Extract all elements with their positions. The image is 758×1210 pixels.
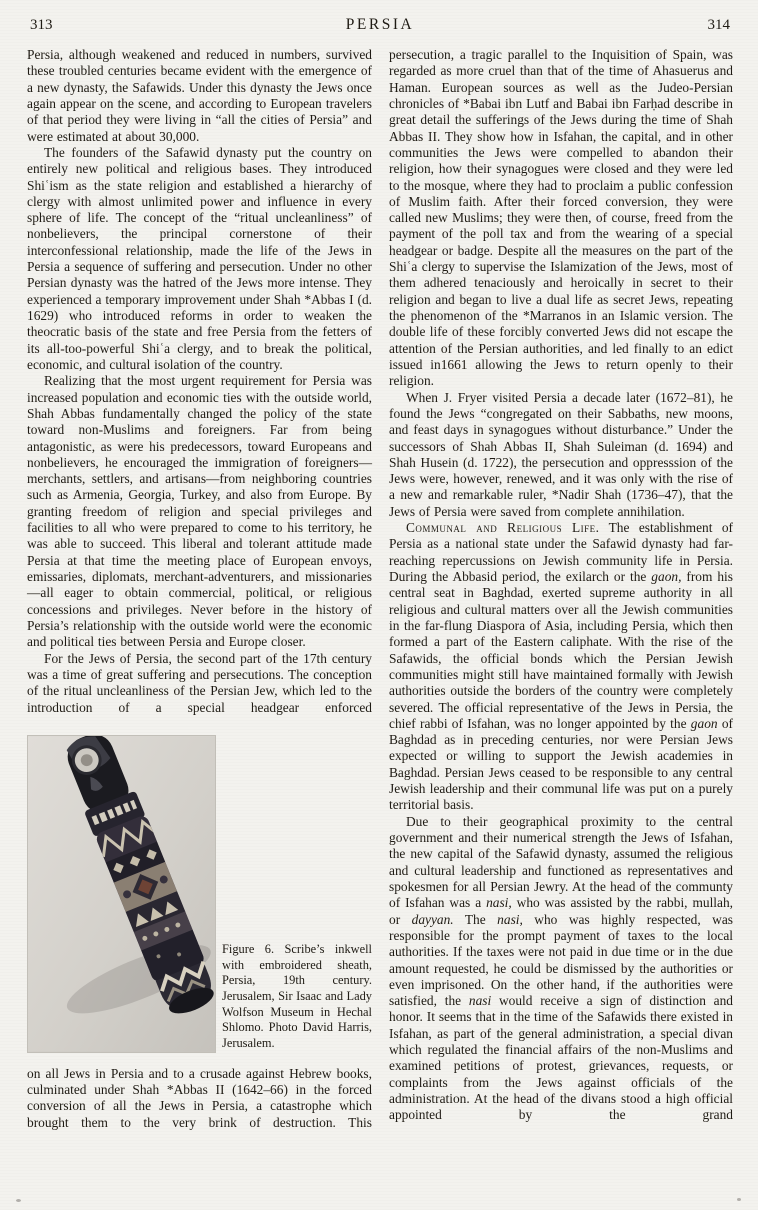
text-run: who was highly respected, was responsible for the prompt payment of taxes to the local authorities. If the taxes were not paid in due time or in the due amount requested, he could be dismissed by the authorities or even imprisoned. On the other hand, if the authorities were satisfied, the <box>389 911 733 1009</box>
paragraph: on all Jews in Persia and to a crusade against Hebrew books, culminated under Shah *Abbas II (1642–66) in the forced conversion of all the Jews in Persia, a catastrophe which brought them to the very brink of destruction. This <box>27 1065 372 1130</box>
text-run: nasi, <box>497 911 523 927</box>
figure-caption: Figure 6. Scribe’s inkwell with embroidered sheath, Persia, 19th century. Jerusalem, Sir Isaac and Lady Wolfson Museum in Hechal Shlomo. Photo David Harris, Jerusalem. <box>222 941 372 1051</box>
figure <box>27 735 372 1053</box>
text-run: nasi <box>468 993 492 1009</box>
page-number-right: 314 <box>707 17 730 33</box>
text-run: Communal and Religious Life. <box>406 520 600 536</box>
scribes-inkwell-photo <box>27 735 216 1053</box>
two-column-layout <box>27 47 733 1131</box>
paragraph: The founders of the Safawid dynasty put the country on entirely new political and religious bases. They introduced Shiʿism as the state religion and established a hierarchy of clergy with almost unlimited power and influence in every sphere of life. The concept of the “ritual uncleanliness” of nonbelievers, the principal cornerstone of their interconfessional relationship, made the life of the Jews in Persia a sequence of suffering and persecution. Under no other Persian dynasty was the hatred of the Jews more intense. They experienced a temporary improvement under Shah *Abbas I (d. 1629) who introduced reforms in order to weaken the theocratic basis of the state and free Persia from the fetters of its all-too-powerful Shiʿa clergy, and to break the political, economic, and cultural isolation of the country. <box>27 144 372 372</box>
text-run: from his central seat in Baghdad, exerted supreme authority in all religious and cultural matters over all the Jewish communities in the far-flung Diaspora of Asia, including Persia, which then formed a part of the Eastern caliphate. With the rise of the Safawids, the official bonds which the Persian Jewish communities might still have maintained formally with Jewish authorities outside the borders of the country were completely severed. The official representative of the Jews in Persia, the chief rabbi of Isfahan, was no longer appointed by the <box>389 569 733 731</box>
right-column <box>389 47 733 1131</box>
text-run: nasi, <box>486 895 512 911</box>
text-run: gaon <box>690 715 718 731</box>
paragraph <box>389 814 733 1124</box>
paragraph: Persia, although weakened and reduced in numbers, survived these troubled centuries became evident with the emergence of a new dynasty, the Safawids. Under this dynasty the Jews once again appear on the scene, and according to European travelers of that period they were living in “all the cities of Persia” and were estimated at about 30,000. <box>27 47 372 144</box>
text-run: dayyan. <box>411 911 454 927</box>
left-column <box>27 47 372 1131</box>
running-title: PERSIA <box>345 16 415 33</box>
text-run: Due to their geographical proximity to the central government and their numerical strength the Jews of Isfahan, the new capital of the Safawid dynasty, assumed the religious and cultural leadership and functioned as representatives and spokesmen for all Persian Jewry. At the head of the communty of Isfahan was a <box>389 813 733 911</box>
text-run: would receive a sign of distinction and honor. It seems that in the time of the Safawids there existed in Isfahan, as part of the general administration, a special divan which regulated the financial affairs of the non-Muslims and examined petitions of protest, grievances, requests, or complaints from the Jews against officials of the administration. At the head of the divans stood a high official appointed by the grand <box>389 993 733 1123</box>
scan-artifact <box>737 1198 741 1201</box>
paragraph: persecution, a tragic parallel to the Inquisition of Spain, was regarded as more cruel than that of the time of Ahasuerus and Haman. European sources as well as the Judeo-Persian chronicles of *Babai ibn Lutf and Babai ibn Farḥad describe in great detail the sufferings of the Jews during the time of Shah Abbas II. They show how in Isfahan, the capital, and in other communities the Jews were compelled to abandon their religion, how their synagogues were closed and they were led to the mosque, where they had to proclaim a public confession of Muslim faith. After their forced conversion, they were called new Muslims; they were then, of course, freed from the payment of the poll tax and from the wearing of a special headgear or badge. Despite all the measures on the part of the Shiʿa clergy to supervise the Islamization of the Jews, most of them adhered tenaciously and heroically in secret to their religion and began to live a dual life as secret Jews, repeating the phenomenon of the *Marranos in an Islamic version. The double life of these forcibly converted Jews did not escape the attention of the Persian authorities, and led finally to an edict issued in1661 allowing the Jews to return openly to their religion. <box>389 47 733 389</box>
paragraph-with-section-heading <box>389 520 733 814</box>
text-run: The <box>453 911 498 927</box>
text-run: who was assisted by the rabbi, mullah, or <box>389 895 733 927</box>
text-run: gaon, <box>651 569 682 584</box>
text-run: The establishment of Persia as a national state under the Safawid dynasty had far-reaching repercussions on Jewish community life in Persia. During the Abbasid period, the exilarch or the <box>389 520 733 584</box>
paragraph: For the Jews of Persia, the second part of the 17th century was a time of great suffering and persecutions. The conception of the ritual uncleanliness of the Persian Jew, which led to the introduction of a special headgear enforced <box>27 650 372 715</box>
text-run: of Baghdad as in preceding centuries, nor were Persian Jews expected or willing to support the Jewish academies in Baghdad. Persian Jews ceased to be responsible to any central Jewish leadership and their communal life was put on a purely territorial basis. <box>389 715 733 813</box>
scan-artifact <box>16 1199 21 1202</box>
page-header <box>27 16 733 34</box>
page-number-left: 313 <box>30 17 53 33</box>
paragraph: When J. Fryer visited Persia a decade later (1672–81), he found the Jews “congregated on their Sabbaths, new moons, and feast days in synagogues without disturbance.” Under the successors of Shah Abbas II, Shah Suleiman (d. 1694) and Shah Husein (d. 1722), the persecution and oppresssion of the Jews were, however, renewed, and it was only with the rise of a new and remarkable ruler, *Nadir Shah (1736–47), that the Jews of Persia were saved from complete annihilation. <box>389 389 733 519</box>
inkwell-illustration <box>28 736 215 1052</box>
paragraph: Realizing that the most urgent requirement for Persia was increased population and economic ties with the outside world, Shah Abbas fundamentally changed the policy of the state toward non-Muslims and foreigners. Far from being antagonistic, as were his predecessors, toward Europeans and nonbelievers, he encouraged the immigration of foreigners—merchants, settlers, and artisans—from neighboring countries such as Armenia, Georgia, Turkey, and also from Europe. By granting freedom of religion and special privileges and facilities to all who were prepared to come to his territory, he was able to succeed. This liberal and tolerant attitude made Persia at that time the meeting place of European envoys, emissaries, diplomats, merchant-adventurers, and missionaries—all eager to obtain commercial, political, or religious concessions and privileges. Never before in the history of Persia’s relationship with the outside world were the economic and political ties between Persia and Europe closer. <box>27 373 372 650</box>
